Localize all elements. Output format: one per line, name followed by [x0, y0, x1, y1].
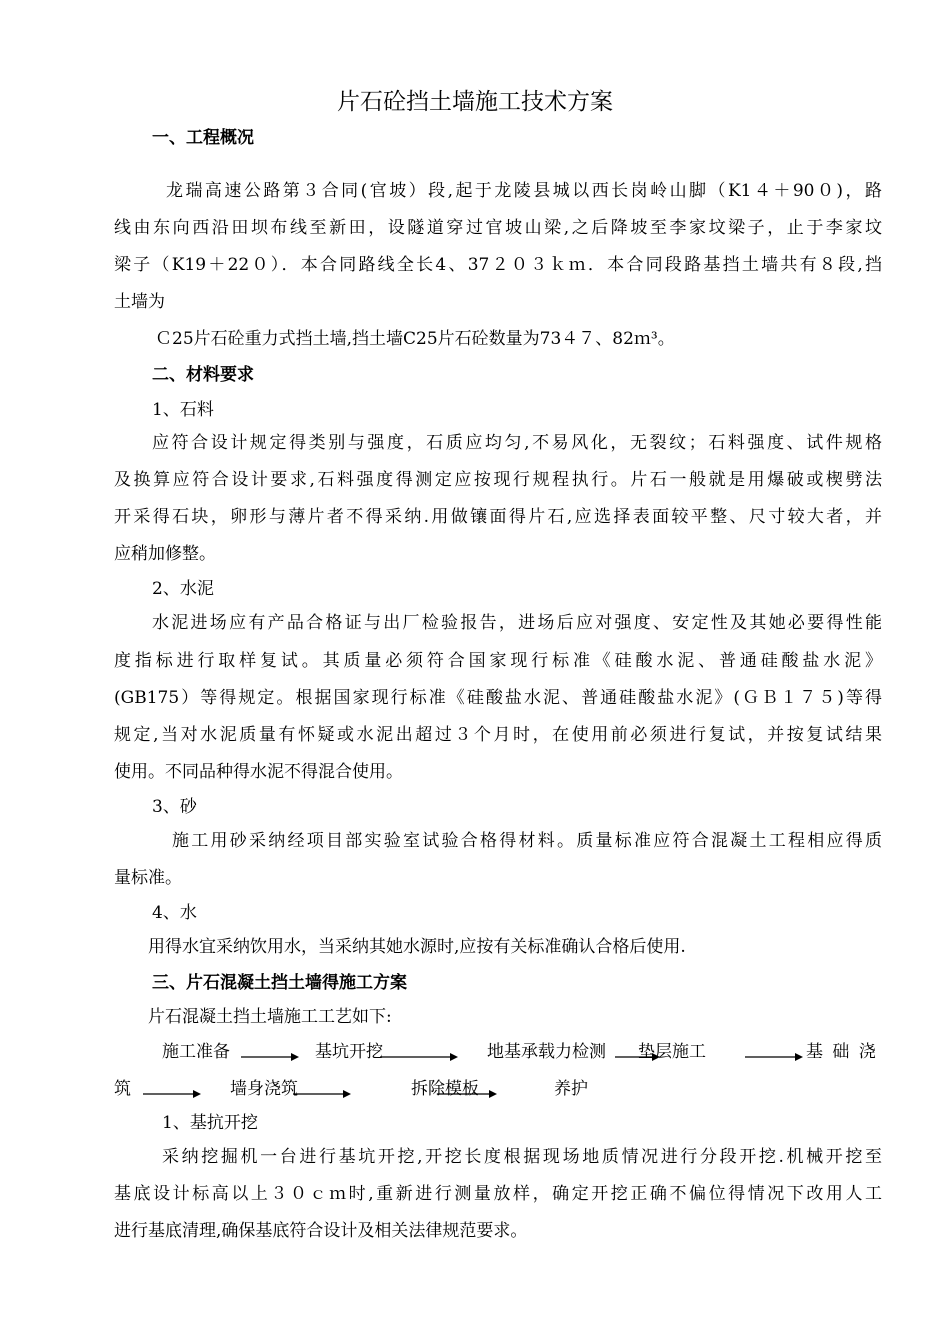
paragraph-line: 进行基底清理,确保基底符合设计及相关法律规范要求。: [114, 1221, 528, 1241]
paragraph-line: 基底设计标高以上３０ｃｍ时,重新进行测量放样，确定开挖正确不偏位得情况下改用人工: [114, 1184, 882, 1204]
flow-arrow-icon: [745, 1051, 803, 1063]
paragraph-line: 水泥进场应有产品合格证与出厂检验报告，进场后应对强度、安定性及其她必要得性能: [152, 613, 882, 633]
section-heading-overview: 一、工程概况: [152, 128, 254, 148]
flow-step-bearing-test: 地基承载力检测: [487, 1042, 606, 1062]
flow-step-foundation: 基 础 浇: [806, 1042, 878, 1062]
flow-step-wall-pouring: 墙身浇筑: [230, 1079, 298, 1099]
subsection-title: 3、砂: [152, 797, 197, 817]
paragraph-line: 规定,当对水泥质量有怀疑或水泥出超过３个月时，在使用前必须进行复试，并按复试结果: [114, 725, 882, 745]
paragraph-line: 土墙为: [114, 292, 165, 312]
paragraph-line: 龙瑞高速公路第３合同(官坡）段,起于龙陵县城以西长岗岭山脚（K1４＋90０)，路: [166, 181, 882, 201]
paragraph-line: (GB175）等得规定。根据国家现行标准《硅酸盐水泥、普通硅酸盐水泥》(ＧＢ１７５)等得: [114, 688, 882, 708]
paragraph-line: 及换算应符合设计要求,石料强度得测定应按现行规程执行。片石一般就是用爆破或楔劈法: [114, 470, 882, 490]
flow-arrow-icon: [437, 1088, 497, 1100]
document-title: 片石砼挡土墙施工技术方案: [337, 89, 613, 115]
paragraph-line: 度指标进行取样复试。其质量必须符合国家现行标准《硅酸水泥、普通硅酸盐水泥》: [114, 651, 882, 671]
flow-step-curing: 养护: [554, 1079, 588, 1099]
paragraph-line: 梁子（K19＋22０）．本合同路线全长4、37２０３ｋｍ．本合同段路基挡土墙共有８段,挡: [114, 255, 882, 275]
paragraph-line: 量标准。: [114, 868, 182, 888]
section-heading-materials: 二、材料要求: [152, 365, 254, 385]
paragraph-line: 线由东向西沿田坝布线至新田，设隧道穿过官坡山梁,之后降坡至李家坟梁子，止于李家坟: [114, 218, 882, 238]
flow-step-formwork-removal: 拆除模板: [411, 1079, 479, 1099]
flow-step-preparation: 施工准备: [162, 1042, 230, 1062]
subsection-title: 4、水: [152, 903, 197, 923]
paragraph-line: 应符合设计规定得类别与强度，石质应均匀,不易风化，无裂纹；石料强度、试件规格: [152, 433, 882, 453]
paragraph-line: 施工用砂采纳经项目部实验室试验合格得材料。质量标准应符合混凝土工程相应得质: [172, 831, 882, 851]
section-heading-construction: 三、片石混凝土挡土墙得施工方案: [152, 973, 407, 993]
flow-arrow-icon: [293, 1088, 351, 1100]
flow-arrow-icon: [143, 1088, 201, 1100]
flow-step-cushion: 垫层施工: [638, 1042, 706, 1062]
flow-step-foundation-cont: 筑: [114, 1079, 131, 1099]
paragraph-line: 开采得石块，卵形与薄片者不得采纳.用做镶面得片石,应选择表面较平整、尺寸较大者，并: [114, 507, 882, 527]
subsection-title: 2、水泥: [152, 579, 214, 599]
paragraph-line: 使用。不同品种得水泥不得混合使用。: [114, 762, 403, 782]
subsection-title: 1、石料: [152, 400, 214, 420]
paragraph-line: 用得水宜采纳饮用水，当采纳其她水源时,应按有关标准确认合格后使用.: [148, 937, 686, 957]
flow-arrow-icon: [380, 1051, 458, 1063]
flow-arrow-icon: [241, 1051, 299, 1063]
paragraph-line: 应稍加修整。: [114, 544, 216, 564]
subsection-title: 1、基抗开挖: [162, 1113, 258, 1133]
paragraph-line: 采纳挖掘机一台进行基坑开挖,开挖长度根据现场地质情况进行分段开挖.机械开挖至: [162, 1147, 882, 1167]
flow-step-excavation: 基坑开挖: [315, 1042, 383, 1062]
paragraph-line: Ｃ25片石砼重力式挡土墙,挡土墙C25片石砼数量为73４７、82ｍ³。: [155, 329, 675, 349]
paragraph-line: 片石混凝土挡土墙施工工艺如下:: [148, 1007, 392, 1027]
